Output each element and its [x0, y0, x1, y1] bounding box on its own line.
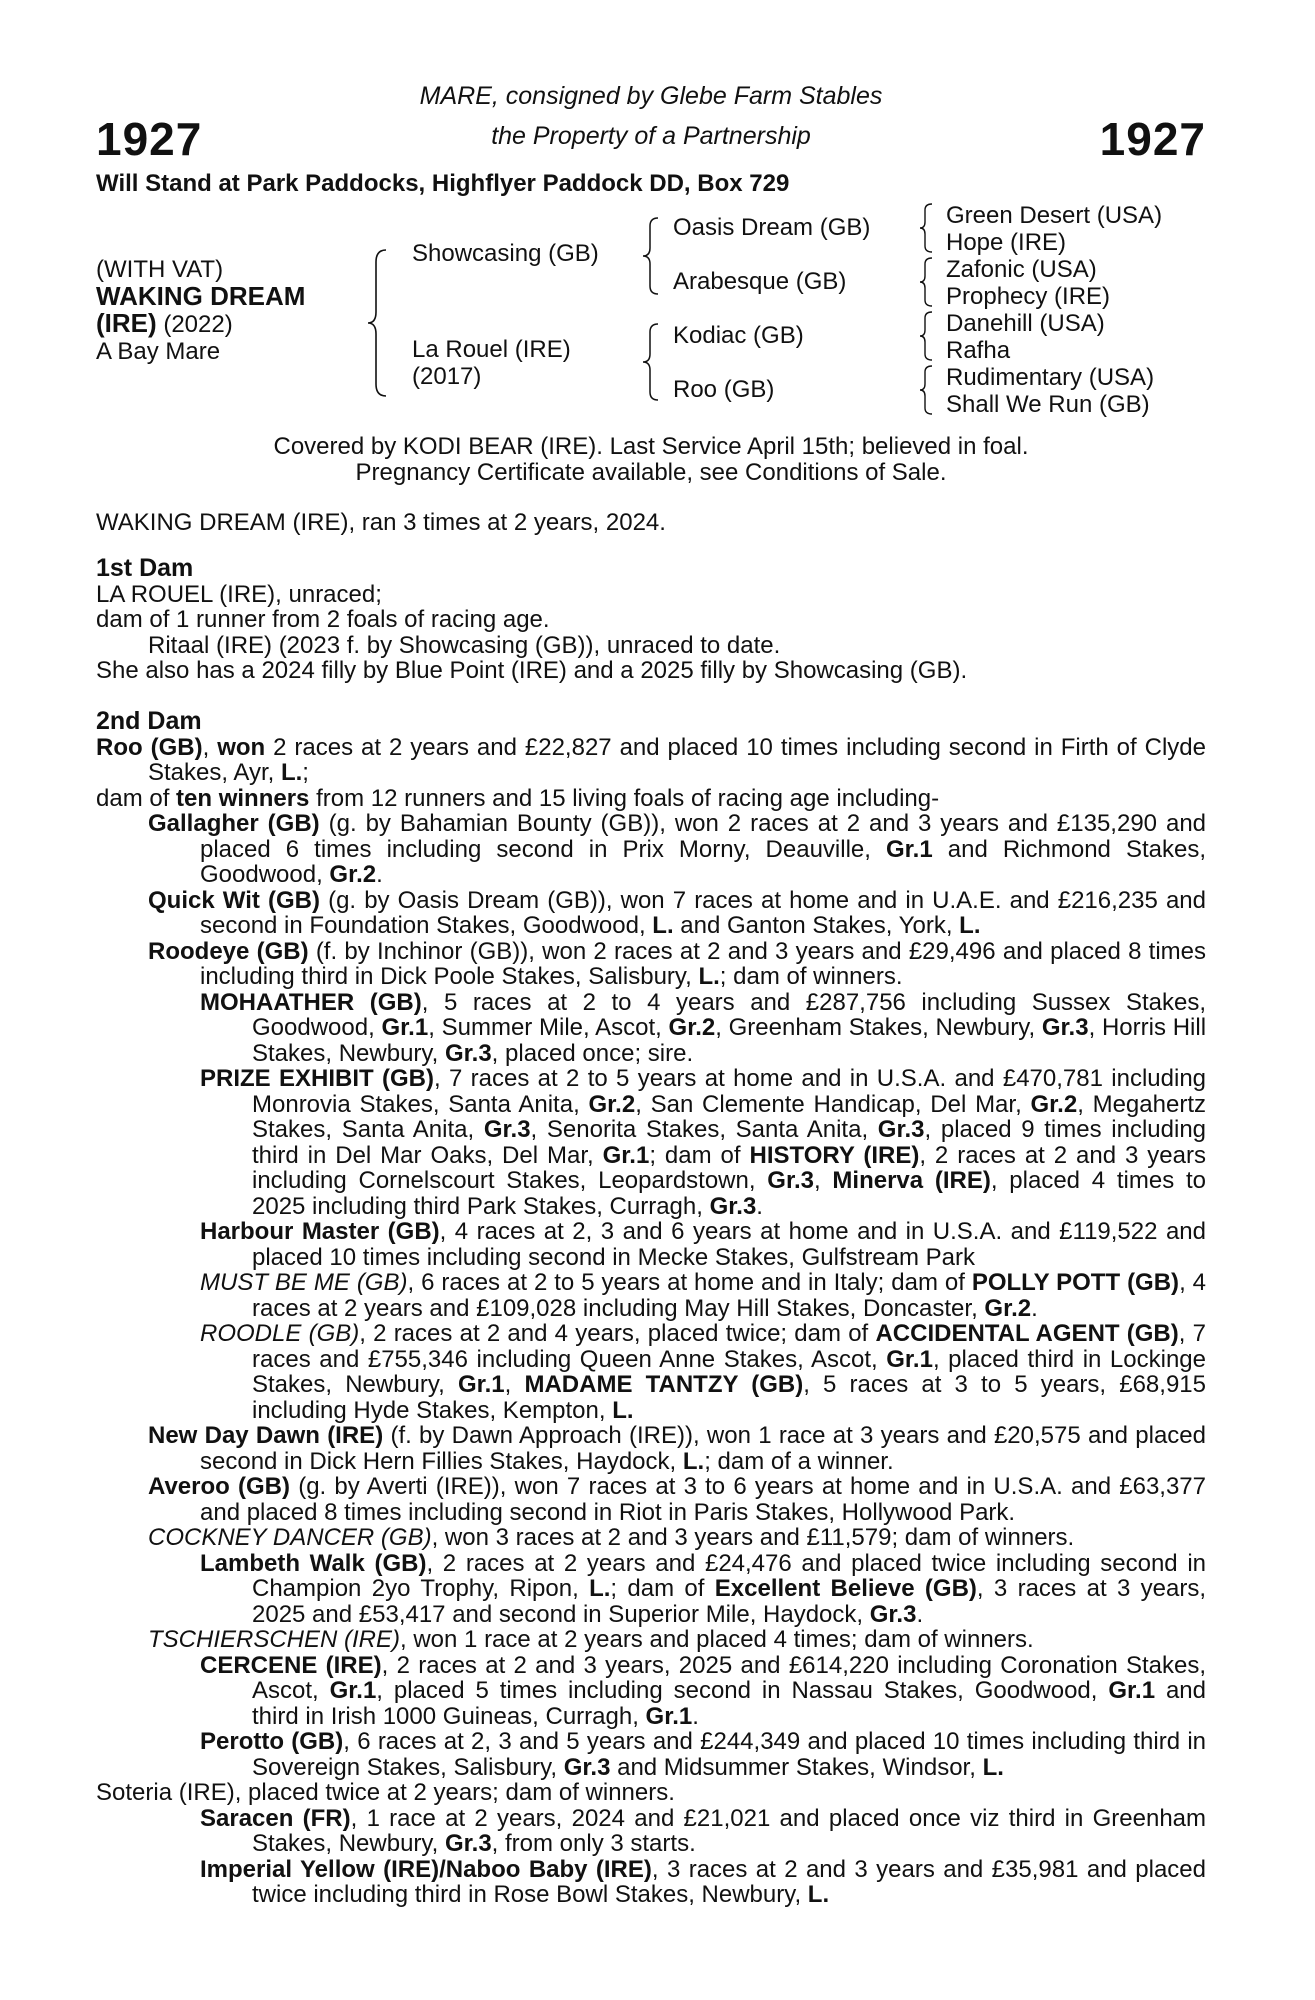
entry-lambeth-walk: Lambeth Walk (GB), 2 races at 2 years and £24,476 and placed twice including second in Champion 2yo Trophy, Ripon, L.; dam of Excellent Believe (GB), 3 races at 3 years, 2025 and £53,417 and second in Superior Mile, Haydock, Gr.3. — [200, 1549, 1207, 1628]
dam-dam: Roo (GB) — [673, 376, 775, 403]
gen3-ssd: Hope (IRE) — [946, 229, 1067, 256]
horse-name-suffix: (IRE) — [96, 308, 157, 338]
entry-cercene: CERCENE (IRE), 2 races at 2 and 3 years, 2025 and £614,220 including Coronation Stakes, Ascot, Gr.1, placed 5 times including second in Nassau Stakes, Goodwood, Gr.1 and third in Irish 1000 Guineas, Curragh, Gr.1. — [200, 1651, 1207, 1730]
dam-of-line: dam of ten winners from 12 runners and 15 living foals of racing age including- — [96, 784, 940, 812]
sire-dam: Arabesque (GB) — [673, 268, 847, 295]
pedigree-brace-ss — [918, 202, 934, 254]
dam-sire: Kodiac (GB) — [673, 322, 804, 349]
first-dam-line-3: Ritaal (IRE) (2023 f. by Showcasing (GB)), unraced to date. — [148, 631, 781, 659]
gen3-dds: Rudimentary (USA) — [946, 364, 1155, 391]
dam-year: (2017) — [412, 363, 482, 390]
pedigree-brace-dam — [641, 322, 661, 402]
gen3-ddd: Shall We Run (GB) — [946, 391, 1150, 418]
first-dam-section — [96, 556, 1206, 684]
entry-roodeye: Roodeye (GB) (f. by Inchinor (GB)), won 2 races at 2 and 3 years and £29,496 and placed 8 times including third in Dick Poole Stakes, Salisbury, L.; dam of winners. — [148, 937, 1206, 990]
first-dam-line-2: dam of 1 runner from 2 foals of racing age. — [96, 606, 550, 633]
entry-cockney-dancer: COCKNEY DANCER (GB), won 3 races at 2 and 3 years and £11,579; dam of winners. — [148, 1524, 1075, 1551]
lot-number-left: 1927 — [96, 113, 203, 165]
gen3-dss: Danehill (USA) — [946, 310, 1105, 337]
stand-location: Will Stand at Park Paddocks, Highflyer Paddock DD, Box 729 — [96, 170, 790, 197]
entry-quick-wit: Quick Wit (GB) (g. by Oasis Dream (GB)), won 7 races at home and in U.A.E. and £216,235 and second in Foundation Stakes, Goodwood, L. and Ganton Stakes, York, L. — [148, 886, 1206, 939]
entry-harbour-master: Harbour Master (GB), 4 races at 2, 3 and 6 years at home and in U.S.A. and £119,522 and placed 10 times including second in Mecke Stakes, Gulfstream Park — [200, 1218, 1206, 1271]
horse-name: WAKING DREAM — [96, 281, 306, 311]
second-dam-section — [96, 709, 1206, 1908]
entry-soteria: Soteria (IRE), placed twice at 2 years; dam of winners. — [96, 1779, 675, 1806]
covered-line-2: Pregnancy Certificate available, see Conditions of Sale. — [355, 459, 947, 486]
first-dam-line-1: LA ROUEL (IRE), unraced; — [96, 580, 382, 608]
covered-line-1: Covered by KODI BEAR (IRE). Last Service April 15th; believed in foal. — [273, 433, 1029, 460]
horse-description: A Bay Mare — [96, 338, 221, 365]
entry-roo: Roo (GB), won 2 races at 2 years and £22,827 and placed 10 times including second in Firth of Clyde Stakes, Ayr, L.; — [96, 733, 1206, 786]
entry-mohaather: MOHAATHER (GB), 5 races at 2 to 4 years and £287,756 including Sussex Stakes, Goodwood, Gr.1, Summer Mile, Ascot, Gr.2, Greenham Stakes, Newbury, Gr.3, Horris Hill Stakes, Newbury, Gr.3, placed once; sire. — [200, 988, 1207, 1067]
catalogue-page — [96, 0, 1206, 2000]
property-line: the Property of a Partnership — [491, 122, 811, 150]
pedigree-brace-sire — [641, 216, 661, 296]
pedigree-brace-ds — [918, 310, 934, 362]
entry-roodle: ROODLE (GB), 2 races at 2 and 4 years, placed twice; dam of ACCIDENTAL AGENT (GB), 7 races and £755,346 including Queen Anne Stakes, Ascot, Gr.1, placed third in Lockinge Stakes, Newbury, Gr.1, MADAME TANTZY (GB), 5 races at 3 to 5 years, £68,915 including Hyde Stakes, Kempton, L. — [200, 1320, 1206, 1424]
gen3-sdd: Prophecy (IRE) — [946, 283, 1111, 310]
entry-averoo: Averoo (GB) (g. by Averti (IRE)), won 7 races at 3 to 6 years at home and in U.S.A. and £63,377 and placed 8 times including second in Riot in Paris Stakes, Hollywood Park. — [148, 1473, 1207, 1526]
sire: Showcasing (GB) — [412, 240, 599, 267]
entry-imperial-yellow: Imperial Yellow (IRE)/Naboo Baby (IRE), 3 races at 2 and 3 years and £35,981 and placed twice including third in Rose Bowl Stakes, Newbury, L. — [200, 1855, 1206, 1908]
vat-note: (WITH VAT) — [96, 256, 224, 283]
pedigree-brace-sd — [918, 256, 934, 308]
horse-year: (2022) — [163, 311, 233, 338]
entry-tschierschen: TSCHIERSCHEN (IRE), won 1 race at 2 years and placed 4 times; dam of winners. — [148, 1626, 1034, 1653]
gen3-sss: Green Desert (USA) — [946, 202, 1163, 229]
pedigree-brace-main — [366, 248, 390, 398]
first-dam-line-4: She also has a 2024 filly by Blue Point (IRE) and a 2025 filly by Showcasing (GB). — [96, 657, 968, 684]
sire-sire: Oasis Dream (GB) — [673, 214, 871, 241]
race-record: WAKING DREAM (IRE), ran 3 times at 2 years, 2024. — [96, 509, 666, 536]
entry-must-be-me: MUST BE ME (GB), 6 races at 2 to 5 years at home and in Italy; dam of POLLY POTT (GB), 4 races at 2 years and £109,028 including May Hill Stakes, Doncaster, Gr.2. — [200, 1269, 1207, 1322]
gen3-sds: Zafonic (USA) — [946, 256, 1097, 283]
entry-perotto: Perotto (GB), 6 races at 2, 3 and 5 years and £244,349 and placed 10 times including third in Sovereign Stakes, Salisbury, Gr.3 and Midsummer Stakes, Windsor, L. — [200, 1728, 1207, 1781]
entry-prize-exhibit: PRIZE EXHIBIT (GB), 7 races at 2 to 5 years at home and in U.S.A. and £470,781 including Monrovia Stakes, Santa Anita, Gr.2, San Clemente Handicap, Del Mar, Gr.2, Megahertz Stakes, Santa Anita, Gr.3, Senorita Stakes, Santa Anita, Gr.3, placed 9 times including third in Del Mar Oaks, Del Mar, Gr.1; dam of HISTORY (IRE), 2 races at 2 and 3 years including Cornelscourt Stakes, Leopardstown, Gr.3, Minerva (IRE), placed 4 times to 2025 including third Park Stakes, Curragh, Gr.3. — [200, 1065, 1207, 1220]
consignor-line: MARE, consigned by Glebe Farm Stables — [419, 82, 883, 110]
gen3-dsd: Rafha — [946, 337, 1011, 364]
first-dam-heading: 1st Dam — [96, 554, 194, 582]
dam: La Rouel (IRE) — [412, 336, 571, 363]
lot-number-right: 1927 — [1099, 113, 1206, 165]
entry-saracen: Saracen (FR), 1 race at 2 years, 2024 and £21,021 and placed once viz third in Greenham Stakes, Newbury, Gr.3, from only 3 starts. — [200, 1804, 1207, 1857]
entry-new-day-dawn: New Day Dawn (IRE) (f. by Dawn Approach (IRE)), won 1 race at 3 years and £20,575 and placed second in Dick Hern Fillies Stakes, Haydock, L.; dam of a winner. — [148, 1422, 1206, 1475]
horse-identity — [96, 256, 305, 365]
pedigree-brace-dd — [918, 364, 934, 416]
second-dam-heading: 2nd Dam — [96, 707, 202, 735]
entry-gallagher: Gallagher (GB) (g. by Bahamian Bounty (GB)), won 2 races at 2 and 3 years and £135,290 and placed 6 times including second in Prix Morny, Deauville, Gr.1 and Richmond Stakes, Goodwood, Gr.2. — [148, 810, 1207, 888]
